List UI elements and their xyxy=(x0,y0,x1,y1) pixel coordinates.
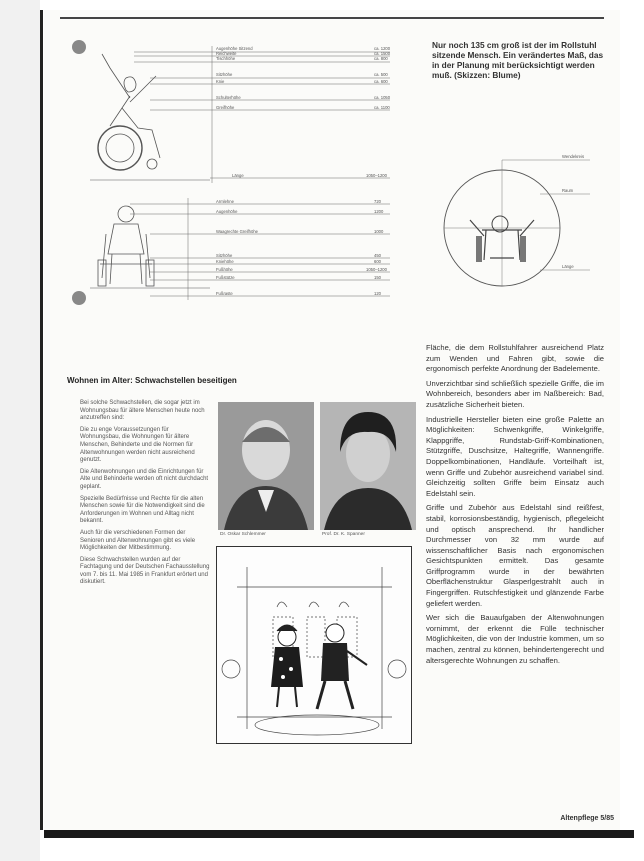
portrait-photo-right xyxy=(320,402,416,530)
article-right-column xyxy=(426,343,604,670)
paragraph: Die Altenwohnungen und die Einrichtungen für Alte und Behinderte werden oft nicht durchdacht geplant. xyxy=(80,468,209,490)
paragraph: Griffe und Zubehör aus Edelstahl sind reißfest, stabil, korrosionsbeständig, hygienisch, pflegeleicht und optisch ansprechend. Ihr handlicher Durchmesser von 32 mm wurde auf wissenschaftlicher Basis nach ergonomischen Gesichtspunkten ermittelt. Das gesamte Griffprogramm wurde in der bewährten Oberflächenstruktur Glasperlgestrahlt auch in Fingergriffen. Rutschfestigkeit und glänzende Farbe geliefert werden. xyxy=(426,503,604,608)
dimension-lines-bottom xyxy=(130,198,390,300)
dim-label: Fußraste xyxy=(216,291,233,296)
turning-circle-diagram xyxy=(430,150,610,290)
cartoon-illustration xyxy=(216,546,412,744)
wheelchair-diagram-side xyxy=(90,38,410,308)
dim-value: ca. 500 xyxy=(374,72,388,77)
paragraph: Diese Schwachstellen wurden auf der Fachtagung und der Deutschen Fachausstellung vom 7. bis 11. Mai 1985 in Frankfurt erörtert und diskutiert. xyxy=(80,556,210,586)
wheelchair-figure-top xyxy=(90,54,210,180)
paragraph: Auch für die verschiedenen Formen der Senioren und Altenwohnungen gibt es viele Möglichkeiten der Mitbestimmung. xyxy=(80,529,196,552)
diagram-label: Wendekreis xyxy=(562,154,585,159)
diagram-labels-bottom xyxy=(216,199,388,296)
dim-label: Kniehöhe xyxy=(216,259,234,264)
dim-label: Armlehne xyxy=(216,199,234,204)
photo-caption-right: Prof. Dr. K. Spanner xyxy=(322,532,365,537)
dim-value: 1200 xyxy=(374,209,384,214)
dim-value: ca. 1050 xyxy=(374,95,391,100)
dim-value: ca. 1200 xyxy=(374,46,391,51)
paragraph: Die zu enge Voraussetzungen für Wohnungsbau, die Wohnungen für ältere Menschen, Behinderte und die Normen für Altenwohnungen werden nicht ausreichend genutzt. xyxy=(80,426,195,464)
dim-label: Schulterhöhe xyxy=(216,95,241,100)
dim-label: Knie xyxy=(216,79,225,84)
paragraph: Industrielle Hersteller bieten eine große Palette an Möglichkeiten: Schwenkgriffe, Winkelgriffe, Klappgriffe, Rundstab-Griff-Kombinationen, Stützgriffe, Duschsitze, Haltegriffe, Wannengriffe. Doppelkombinationen, Handläufe. Vorteilhaft ist, wenn Griffe und Zubehör ausreichend variabel sind. Gleichzeitig sollten Griffe beim Einsatz auch Edelstahl sein. xyxy=(426,414,604,498)
dim-value: 720 xyxy=(374,199,381,204)
scan-edge-shadow xyxy=(0,0,40,861)
dim-value: 450 xyxy=(374,253,381,258)
dim-value: 1000 xyxy=(374,229,384,234)
paragraph: Fläche, die dem Rollstuhlfahrer ausreichend Platz zum Wenden und Fahren gibt, sowie die ergonomisch perfekte Anordnung der Badelemente. xyxy=(426,343,604,374)
dim-label: Augenhöhe xyxy=(216,209,238,214)
photo-caption-left: Dr. Oskar Schlemmer xyxy=(220,532,266,537)
page-footer: Altenpflege 5/85 xyxy=(560,815,614,822)
dim-value: 600 xyxy=(374,259,381,264)
dim-label: Sitzhöhe xyxy=(216,253,233,258)
dim-value: ca. 1500 xyxy=(374,51,391,56)
dim-value: 120 xyxy=(374,291,381,296)
dim-label: Augenhöhe Sitzend xyxy=(216,46,253,51)
dim-value: ca. 1100 xyxy=(374,105,390,110)
dim-value: 1050–1200 xyxy=(366,267,387,272)
dim-value: ca. 600 xyxy=(374,79,388,84)
dim-label: Tischhöhe xyxy=(216,56,236,61)
paragraph: Wer sich die Bauaufgaben der Altenwohnungen vornimmt, der erkennt die Fülle technischer Möglichkeiten, die von der Industrie kommen, um so machen, zentral zu können, behindertengerecht und altersgerechte Wohnungen zu schaffen. xyxy=(426,613,604,665)
diagram-label: Länge xyxy=(562,264,574,269)
binding-fold xyxy=(40,10,43,830)
dim-label: Greifhöhe xyxy=(216,105,235,110)
portrait-photo-left xyxy=(218,402,314,530)
figure-caption: Nur noch 135 cm groß ist der im Rollstuhl sitzende Mensch. Ein verändertes Maß, das in der Planung mit berücksichtigt werden muß. (Skizzen: Blume) xyxy=(432,40,604,80)
top-rule xyxy=(60,17,604,19)
dim-label: Länge xyxy=(232,173,244,178)
bottom-scan-edge xyxy=(44,830,634,838)
dim-label: Fußhöhe xyxy=(216,267,233,272)
diagram-labels-top xyxy=(216,46,391,178)
dim-label: Fußstütze xyxy=(216,275,235,280)
paragraph: Bei solche Schwachstellen, die sogar jetzt im Wohnungsbau für ältere Menschen heute noch anzutreffen sind: xyxy=(80,400,205,422)
dim-value: ca. 800 xyxy=(374,56,388,61)
article-left-column xyxy=(80,400,210,591)
dim-label: Waagrechte Greifhöhe xyxy=(216,229,258,234)
diagram-label: Raum xyxy=(562,188,574,193)
dimension-lines-top xyxy=(134,46,390,183)
paragraph: Spezielle Bedürfnisse und Rechte für die alten Menschen sowie für die Notwendigkeit sind die Anforderungen im Wohnen und Alltag nicht bekannt. xyxy=(80,495,205,525)
dim-label: Sitzhöhe xyxy=(216,72,233,77)
wheelchair-figure-front xyxy=(90,206,210,288)
dim-value: 1050–1200 xyxy=(366,173,387,178)
dim-value: 150 xyxy=(374,275,381,280)
article-title: Wohnen im Alter: Schwachstellen beseitigen xyxy=(67,376,237,385)
punch-hole xyxy=(72,291,86,305)
dim-label: Reichweite xyxy=(216,51,237,56)
punch-hole xyxy=(72,40,86,54)
paragraph: Unverzichtbar sind schließlich spezielle Griffe, die im Wohnbereich, besonders aber im Naßbereich: Bad, zusätzliche Sicherheit bieten. xyxy=(426,378,604,409)
